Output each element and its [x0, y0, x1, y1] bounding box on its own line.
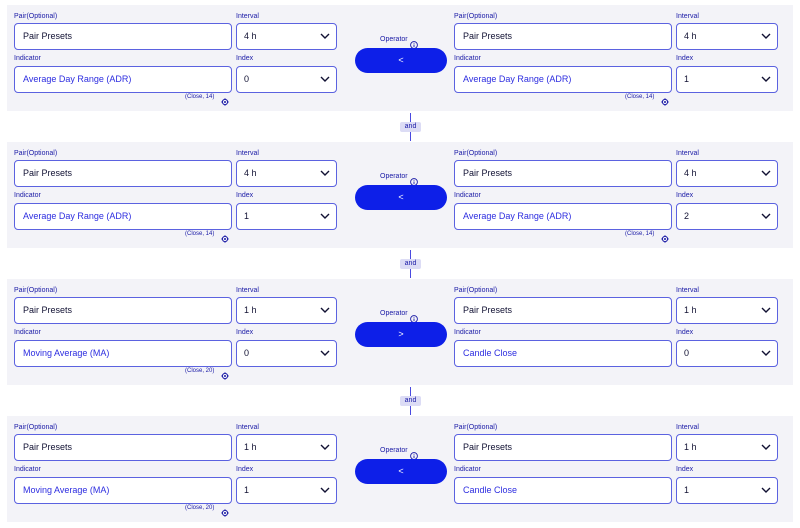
left-pair-input[interactable]: Pair Presets: [14, 23, 232, 50]
operator-button[interactable]: <: [355, 185, 447, 210]
left-interval-select[interactable]: [236, 434, 337, 461]
gear-icon[interactable]: [221, 504, 229, 512]
left-pair-input[interactable]: Pair Presets: [14, 434, 232, 461]
right-interval-value: 1 h: [684, 305, 697, 315]
left-indicator-params: (Close, 14): [185, 231, 215, 237]
indicator-label: Indicator: [454, 55, 481, 62]
right-indicator-params: (Close, 14): [625, 94, 655, 100]
chevron-down-icon: [320, 350, 330, 357]
condition-block-1: [7, 5, 793, 111]
indicator-label: Indicator: [14, 466, 41, 473]
left-interval-select[interactable]: [236, 297, 337, 324]
right-pair-input[interactable]: Pair Presets: [454, 23, 672, 50]
pair-label: Pair(Optional): [454, 150, 498, 157]
left-interval-value: 1 h: [244, 305, 257, 315]
left-pair-input[interactable]: Pair Presets: [14, 297, 232, 324]
right-indicator-input[interactable]: Average Day Range (ADR): [454, 203, 672, 230]
interval-label: Interval: [676, 424, 699, 431]
info-circle-icon[interactable]: [410, 447, 418, 455]
right-pair-input[interactable]: Pair Presets: [454, 160, 672, 187]
gear-icon[interactable]: [661, 230, 669, 238]
right-indicator-input[interactable]: Candle Close: [454, 340, 672, 367]
left-index-select[interactable]: [236, 203, 337, 230]
index-label: Index: [676, 192, 694, 199]
chevron-down-icon: [320, 487, 330, 494]
connector-line: [410, 269, 411, 278]
index-label: Index: [236, 192, 254, 199]
interval-label: Interval: [676, 287, 699, 294]
pair-label: Pair(Optional): [14, 424, 58, 431]
indicator-label: Indicator: [454, 192, 481, 199]
index-label: Index: [676, 55, 694, 62]
right-index-select[interactable]: [676, 340, 778, 367]
pair-label: Pair(Optional): [14, 150, 58, 157]
and-connector-badge[interactable]: and: [400, 259, 421, 269]
gear-icon[interactable]: [221, 367, 229, 375]
left-interval-value: 4 h: [244, 31, 257, 41]
interval-label: Interval: [236, 287, 259, 294]
connector-line: [410, 406, 411, 415]
gear-icon[interactable]: [221, 93, 229, 101]
and-connector-badge[interactable]: and: [400, 122, 421, 132]
interval-label: Interval: [236, 424, 259, 431]
indicator-label: Indicator: [454, 329, 481, 336]
right-interval-select[interactable]: [676, 23, 778, 50]
left-pair-input[interactable]: Pair Presets: [14, 160, 232, 187]
left-index-select[interactable]: [236, 340, 337, 367]
index-label: Index: [236, 329, 254, 336]
indicator-label: Indicator: [14, 329, 41, 336]
right-interval-value: 1 h: [684, 442, 697, 452]
interval-label: Interval: [236, 150, 259, 157]
chevron-down-icon: [320, 76, 330, 83]
right-index-value: 2: [684, 211, 690, 221]
chevron-down-icon: [320, 170, 330, 177]
left-indicator-input[interactable]: Moving Average (MA): [14, 340, 232, 367]
interval-label: Interval: [676, 150, 699, 157]
connector-line: [410, 387, 411, 396]
condition-block-2: [7, 142, 793, 248]
indicator-label: Indicator: [14, 192, 41, 199]
interval-label: Interval: [676, 13, 699, 20]
right-interval-select[interactable]: [676, 297, 778, 324]
connector-line: [410, 250, 411, 259]
chevron-down-icon: [761, 213, 771, 220]
chevron-down-icon: [761, 76, 771, 83]
info-circle-icon[interactable]: [410, 36, 418, 44]
connector-line: [410, 113, 411, 122]
right-pair-input[interactable]: Pair Presets: [454, 434, 672, 461]
right-indicator-input[interactable]: Average Day Range (ADR): [454, 66, 672, 93]
left-interval-value: 1 h: [244, 442, 257, 452]
right-interval-select[interactable]: [676, 160, 778, 187]
right-indicator-params: (Close, 14): [625, 231, 655, 237]
info-circle-icon[interactable]: [410, 173, 418, 181]
interval-label: Interval: [236, 13, 259, 20]
right-index-value: 1: [684, 74, 690, 84]
pair-label: Pair(Optional): [14, 13, 58, 20]
chevron-down-icon: [761, 307, 771, 314]
left-indicator-input[interactable]: Average Day Range (ADR): [14, 66, 232, 93]
left-index-value: 1: [244, 211, 250, 221]
gear-icon[interactable]: [661, 93, 669, 101]
chevron-down-icon: [320, 33, 330, 40]
chevron-down-icon: [320, 213, 330, 220]
and-connector-badge[interactable]: and: [400, 396, 421, 406]
operator-button[interactable]: >: [355, 322, 447, 347]
left-indicator-params: (Close, 14): [185, 94, 215, 100]
operator-button[interactable]: <: [355, 48, 447, 73]
right-index-value: 0: [684, 348, 690, 358]
right-pair-input[interactable]: Pair Presets: [454, 297, 672, 324]
left-interval-value: 4 h: [244, 168, 257, 178]
chevron-down-icon: [761, 33, 771, 40]
condition-block-3: [7, 279, 793, 385]
left-index-value: 1: [244, 485, 250, 495]
right-indicator-input[interactable]: Candle Close: [454, 477, 672, 504]
index-label: Index: [676, 329, 694, 336]
left-indicator-input[interactable]: Average Day Range (ADR): [14, 203, 232, 230]
index-label: Index: [236, 55, 254, 62]
operator-label: Operator: [380, 36, 408, 43]
right-interval-value: 4 h: [684, 168, 697, 178]
indicator-label: Indicator: [14, 55, 41, 62]
info-circle-icon[interactable]: [410, 310, 418, 318]
left-indicator-params: (Close, 20): [185, 368, 215, 374]
left-index-value: 0: [244, 348, 250, 358]
connector-line: [410, 132, 411, 141]
index-label: Index: [236, 466, 254, 473]
left-index-select[interactable]: [236, 66, 337, 93]
pair-label: Pair(Optional): [454, 13, 498, 20]
chevron-down-icon: [761, 487, 771, 494]
right-index-select[interactable]: [676, 477, 778, 504]
chevron-down-icon: [761, 170, 771, 177]
right-interval-value: 4 h: [684, 31, 697, 41]
left-indicator-params: (Close, 20): [185, 505, 215, 511]
index-label: Index: [676, 466, 694, 473]
chevron-down-icon: [320, 307, 330, 314]
operator-label: Operator: [380, 310, 408, 317]
chevron-down-icon: [320, 444, 330, 451]
left-interval-select[interactable]: [236, 23, 337, 50]
operator-label: Operator: [380, 173, 408, 180]
right-index-select[interactable]: [676, 203, 778, 230]
pair-label: Pair(Optional): [454, 424, 498, 431]
left-indicator-input[interactable]: Moving Average (MA): [14, 477, 232, 504]
gear-icon[interactable]: [221, 230, 229, 238]
condition-block-4: [7, 416, 793, 522]
right-index-select[interactable]: [676, 66, 778, 93]
operator-label: Operator: [380, 447, 408, 454]
chevron-down-icon: [761, 444, 771, 451]
left-index-value: 0: [244, 74, 250, 84]
pair-label: Pair(Optional): [14, 287, 58, 294]
indicator-label: Indicator: [454, 466, 481, 473]
pair-label: Pair(Optional): [454, 287, 498, 294]
chevron-down-icon: [761, 350, 771, 357]
right-interval-select[interactable]: [676, 434, 778, 461]
right-index-value: 1: [684, 485, 690, 495]
left-interval-select[interactable]: [236, 160, 337, 187]
operator-button[interactable]: <: [355, 459, 447, 484]
left-index-select[interactable]: [236, 477, 337, 504]
